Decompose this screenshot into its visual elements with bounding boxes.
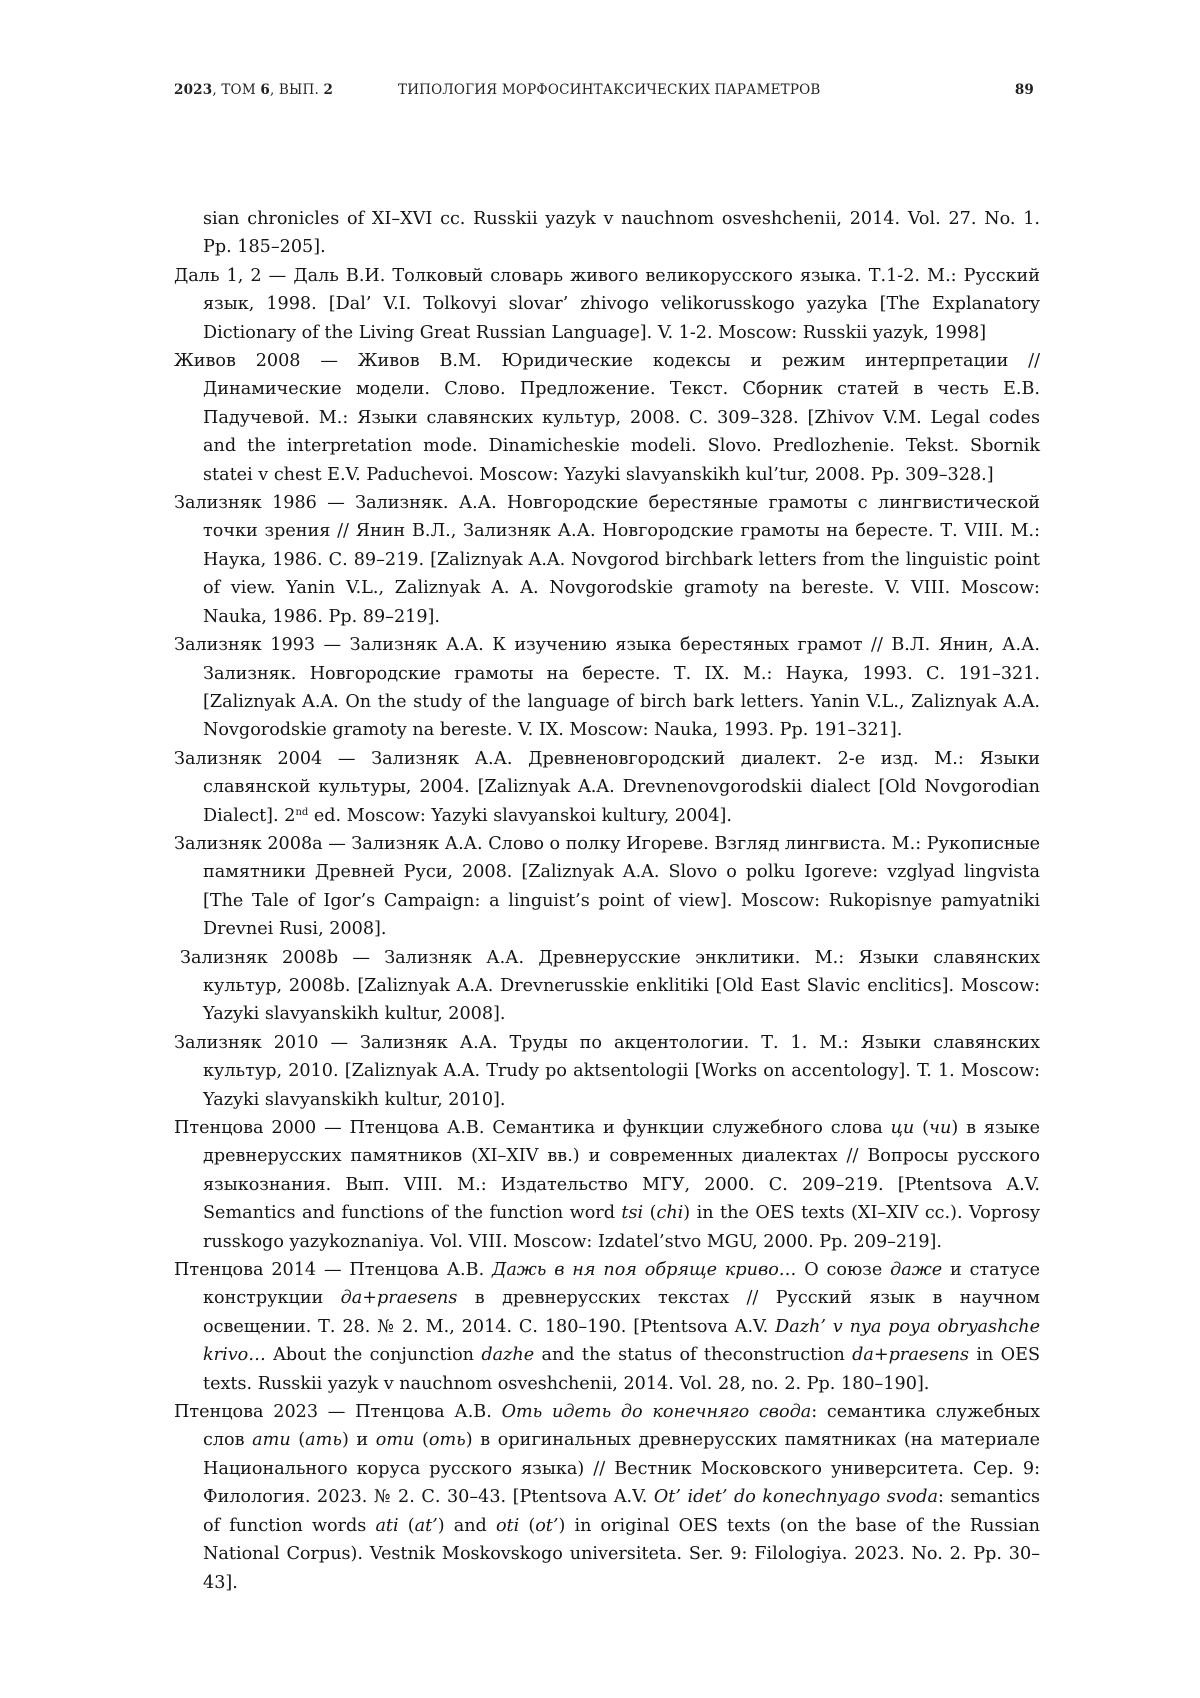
reference-text: ) in the OES texts (XI–XIV cc.). Voprosy russkogo yazykoznaniya. Vol. VIII. Moscow: Izdatel’stvo MGU, 2000. Pp. 209–219]. bbox=[203, 1203, 1040, 1251]
reference-text: Зализняк 1993 — Зализняк А.А. К изучению языка берестяных грамот // В.Л. Янин, А.А. Зализняк. Новгородские грамоты на бересте. Т. IX. М.: Наука, 1993. С. 191–321. [Zaliznyak A.A. On the study of the language of birch bark letters. Yanin V.L., Zaliznyak A.A. Novgorodskie gramoty na bereste. V. IX. Moscow: Nauka, 1993. Pp. 191–321]. bbox=[174, 635, 1040, 740]
italic-term: даже bbox=[890, 1260, 942, 1280]
italic-term: оть bbox=[429, 1430, 466, 1450]
volume-label: , ТОМ bbox=[212, 82, 260, 98]
reference-text: ( bbox=[643, 1203, 656, 1223]
reference-list bbox=[174, 205, 1040, 1597]
reference-text: and the status of theconstruction bbox=[534, 1345, 852, 1365]
italic-term: tsi bbox=[621, 1203, 643, 1223]
reference-text: ( bbox=[914, 1118, 929, 1138]
italic-term: dazhe bbox=[481, 1345, 534, 1365]
reference-text: ed. Moscow: Yazyki slavyanskoi kultury, 2004]. bbox=[308, 806, 732, 826]
reference-entry bbox=[174, 347, 1040, 489]
italic-term: at’ bbox=[415, 1516, 438, 1536]
reference-entry bbox=[174, 262, 1040, 347]
reference-text: ) в оригинальных древнерусских памятниках (на материале Национального коруса русского языка) // Вестник Московского университета. Сер. 9: Филология. 2023. № 2. С. 30–43. [Ptentsova A.V. bbox=[203, 1430, 1040, 1507]
reference-continuation bbox=[174, 205, 1040, 262]
italic-term: ot’ bbox=[535, 1516, 558, 1536]
italic-term: Ot’ idet’ do konechnyago svoda bbox=[654, 1487, 938, 1507]
page-number: 89 bbox=[1015, 82, 1034, 98]
reference-entry bbox=[174, 944, 1040, 1029]
reference-text: ( bbox=[399, 1516, 415, 1536]
italic-term: Дажь в ня поя обряще криво… bbox=[492, 1260, 796, 1280]
reference-text: Птенцова 2014 — Птенцова А.В. bbox=[174, 1260, 492, 1280]
reference-text: ) in original OES texts (on the base of the Russian National Corpus). Vestnik Moskovskogo universiteta. Ser. 9: Filologiya. 2023. No. 2. Pp. 30–43]. bbox=[203, 1516, 1040, 1593]
issue-label: , ВЫП. bbox=[270, 82, 324, 98]
reference-text: в древнерусских текстах // Русский язык в научном освещении. Т. 28. № 2. М., 2014. С. 180–190. [Ptentsova A.V. bbox=[203, 1288, 1040, 1336]
reference-entry bbox=[174, 631, 1040, 745]
italic-term: ати bbox=[252, 1430, 291, 1450]
reference-text: ) и bbox=[342, 1430, 376, 1450]
reference-text: Зализняк 1986 — Зализняк. А.А. Новгородские берестяные грамоты с лингвистической точки зрения // Янин В.Л., Зализняк А.А. Новгородские грамоты на бересте. Т. VIII. М.: Наука, 1986. С. 89–219. [Zaliznyak A.A. Novgorod birchbark letters from the linguistic point of view. Yanin V.L., Zaliznyak A. A. Novgorodskie gramoty na bereste. V. VIII. Moscow: Nauka, 1986. Pp. 89–219]. bbox=[174, 493, 1040, 627]
italic-term: ци bbox=[891, 1118, 915, 1138]
reference-entry bbox=[174, 1256, 1040, 1398]
reference-entry bbox=[174, 1114, 1040, 1256]
italic-term: да+praesens bbox=[341, 1288, 458, 1308]
italic-term: чи bbox=[929, 1118, 951, 1138]
journal-page bbox=[0, 0, 1200, 1698]
reference-text: О союзе bbox=[796, 1260, 890, 1280]
reference-text: Птенцова 2000 — Птенцова А.В. Семантика и функции служебного слова bbox=[174, 1118, 891, 1138]
reference-text: About the conjunction bbox=[266, 1345, 482, 1365]
reference-text: : семантика служебных слов bbox=[203, 1402, 1040, 1450]
reference-entry bbox=[174, 1398, 1040, 1597]
italic-term: da+praesens bbox=[852, 1345, 969, 1365]
italic-term: Оть идеть до конечняго свода bbox=[502, 1402, 812, 1422]
reference-text: Птенцова 2023 — Птенцова А.В. bbox=[174, 1402, 502, 1422]
reference-entry bbox=[174, 1029, 1040, 1114]
issue: 2 bbox=[324, 82, 334, 98]
reference-text: Зализняк 2010 — Зализняк А.А. Труды по акцентологии. Т. 1. М.: Языки славянских культур, 2010. [Zaliznyak A.A. Trudy po aktsentologii [Works on accentology]. T. 1. Moscow: Yazyki slavyanskikh kultur, 2010]. bbox=[174, 1033, 1040, 1110]
reference-text: in OES texts. Russkii yazyk v nauchnom osveshchenii, 2014. Vol. 28, no. 2. Pp. 180–190]. bbox=[203, 1345, 1040, 1393]
italic-term: оти bbox=[376, 1430, 415, 1450]
superscript: nd bbox=[295, 807, 308, 818]
volume: 6 bbox=[260, 82, 270, 98]
reference-text: Зализняк 2008b — Зализняк А.А. Древнерусские энклитики. М.: Языки славянских культур, 2008b. [Zaliznyak A.A. Drevnerusskie enklitiki [Old East Slavic enclitics]. Moscow: Yazyki slavyanskikh kultur, 2008]. bbox=[180, 948, 1040, 1025]
italic-term: ать bbox=[305, 1430, 342, 1450]
reference-text: Даль 1, 2 — Даль В.И. Толковый словарь живого великорусского языка. Т.1-2. М.: Русский язык, 1998. [Dal’ V.I. Tolkovyi slovar’ zhivogo velikorusskogo yazyka [The Explanatory Dictionary of the Living Great Russian Language]. V. 1-2. Moscow: Russkii yazyk, 1998] bbox=[174, 266, 1040, 343]
reference-entry bbox=[174, 745, 1040, 830]
journal-title: ТИПОЛОГИЯ МОРФОСИНТАКСИЧЕСКИХ ПАРАМЕТРОВ bbox=[398, 82, 821, 98]
italic-term: oti bbox=[496, 1516, 519, 1536]
reference-text: : semantics of function words bbox=[203, 1487, 1040, 1535]
italic-term: ati bbox=[375, 1516, 398, 1536]
reference-text: и статусе конструкции bbox=[203, 1260, 1040, 1308]
reference-entry bbox=[174, 489, 1040, 631]
running-head bbox=[174, 82, 1034, 104]
italic-term: Dazh’ v nya poya obryashche krivo… bbox=[203, 1317, 1040, 1365]
year: 2023 bbox=[174, 82, 212, 98]
reference-text: ) and bbox=[438, 1516, 496, 1536]
reference-text: ( bbox=[519, 1516, 535, 1536]
reference-text: ( bbox=[291, 1430, 306, 1450]
reference-text: Зализняк 2004 — Зализняк А.А. Древненовгородский диалект. 2-е изд. М.: Языки славянской культуры, 2004. [Zaliznyak A.A. Drevnenovgorodskii dialect [Old Novgorodian Dialect]. 2 bbox=[174, 749, 1040, 826]
reference-text: ) в языке древнерусских памятников (XI–XIV вв.) и современных диалектах // Вопросы русского языкознания. Вып. VIII. М.: Издательство МГУ, 2000. С. 209–219. [Ptentsova A.V. Semantics and functions of the function word bbox=[203, 1118, 1040, 1223]
issue-info bbox=[174, 82, 333, 98]
reference-text: Живов 2008 — Живов В.М. Юридические кодексы и режим интерпретации // Динамические модели. Слово. Предложение. Текст. Сборник статей в честь Е.В. Падучевой. М.: Языки славянских культур, 2008. С. 309–328. [Zhivov V.M. Legal codes and the interpretation mode. Dinamicheskie modeli. Slovo. Predlozhenie. Tekst. Sbornik statei v chest E.V. Paduchevoi. Moscow: Yazyki slavyanskikh kul’tur, 2008. Pp. 309–328.] bbox=[174, 351, 1040, 485]
italic-term: chi bbox=[656, 1203, 683, 1223]
reference-text: ( bbox=[414, 1430, 429, 1450]
reference-text: Зализняк 2008a — Зализняк А.А. Слово о полку Игореве. Взгляд лингвиста. М.: Рукописные памятники Древней Руси, 2008. [Zaliznyak A.A. Slovo o polku Igoreve: vzglyad lingvista [The Tale of Igor’s Campaign: a linguist’s point of view]. Moscow: Rukopisnye pamyatniki Drevnei Rusi, 2008]. bbox=[174, 834, 1040, 939]
reference-entry bbox=[174, 830, 1040, 944]
reference-text: sian chronicles of XI–XVI cc. Russkii yazyk v nauchnom osveshchenii, 2014. Vol. 27. No. 1. Pp. 185–205]. bbox=[203, 209, 1040, 257]
